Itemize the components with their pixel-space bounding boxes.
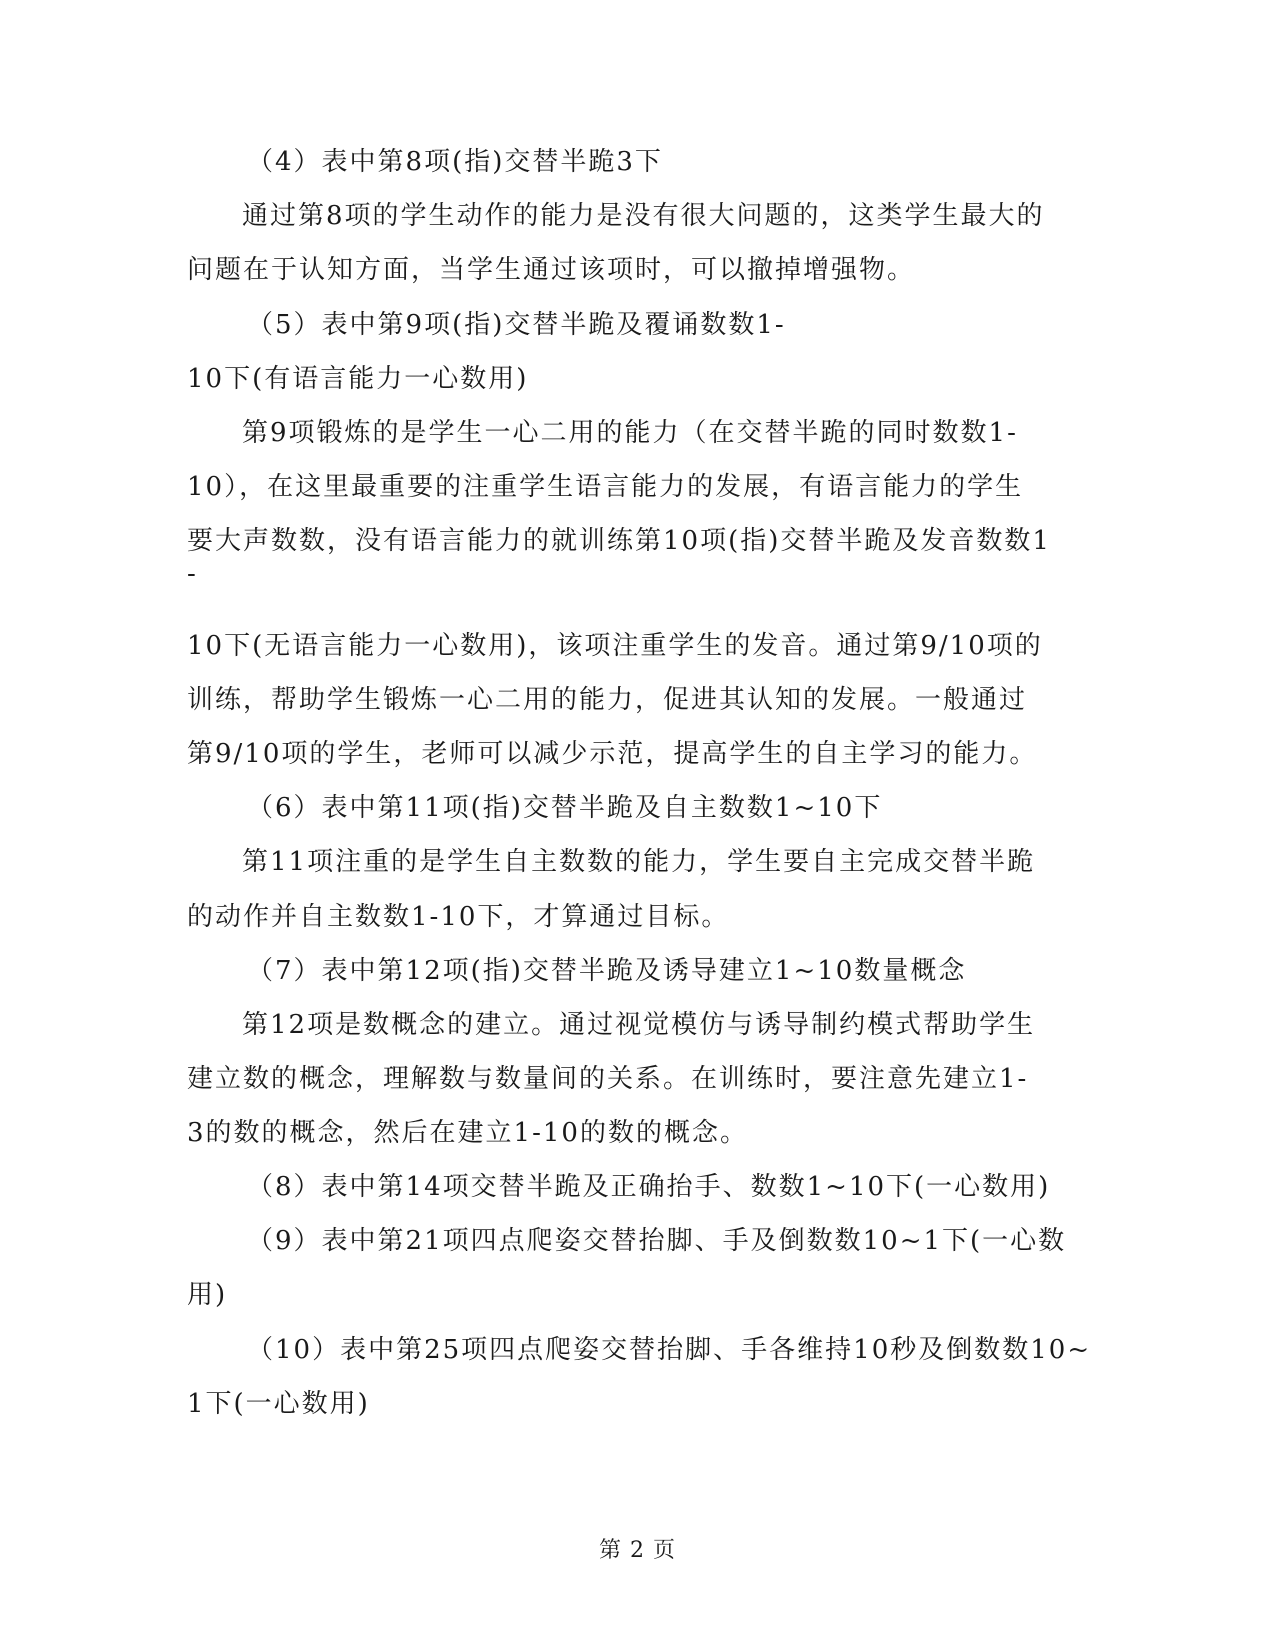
paragraph-line: 10下(无语言能力一心数用)，该项注重学生的发音。通过第9/10项的	[187, 631, 1043, 661]
paragraph-line: 第9/10项的学生，老师可以减少示范，提高学生的自主学习的能力。	[187, 739, 1038, 769]
paragraph-line: 第12项是数概念的建立。通过视觉模仿与诱导制约模式帮助学生	[242, 1010, 1036, 1040]
paragraph-line: 要大声数数，没有语言能力的就训练第10项(指)交替半跪及发音数数1	[187, 526, 1051, 556]
heading-item-7: （7）表中第12项(指)交替半跪及诱导建立1~10数量概念	[247, 956, 967, 986]
paragraph-line: 第9项锻炼的是学生一心二用的能力（在交替半跪的同时数数1-	[242, 418, 1018, 448]
paragraph-line: 建立数的概念，理解数与数量间的关系。在训练时，要注意先建立1-	[187, 1064, 1029, 1094]
page-number: 第 2 页	[599, 1538, 676, 1563]
heading-item-8: （8）表中第14项交替半跪及正确抬手、数数1~10下(一心数用)	[247, 1172, 1051, 1202]
paragraph-line: 问题在于认知方面，当学生通过该项时，可以撤掉增强物。	[187, 255, 916, 285]
paragraph-line: 第11项注重的是学生自主数数的能力，学生要自主完成交替半跪	[242, 847, 1036, 877]
paragraph-line: 训练，帮助学生锻炼一心二用的能力，促进其认知的发展。一般通过	[187, 685, 1028, 715]
heading-item-4: （4）表中第8项(指)交替半跪3下	[247, 147, 663, 177]
heading-item-5-continued: 10下(有语言能力一心数用)	[187, 364, 529, 394]
heading-item-5: （5）表中第9项(指)交替半跪及覆诵数数1-	[247, 310, 786, 340]
paragraph-line: 通过第8项的学生动作的能力是没有很大问题的，这类学生最大的	[242, 201, 1045, 231]
heading-item-9-continued: 用)	[187, 1280, 228, 1310]
heading-item-10-continued: 1下(一心数用)	[187, 1389, 370, 1419]
heading-item-10: （10）表中第25项四点爬姿交替抬脚、手各维持10秒及倒数数10~	[247, 1335, 1092, 1365]
heading-item-6: （6）表中第11项(指)交替半跪及自主数数1~10下	[247, 793, 883, 823]
paragraph-line: -	[187, 559, 198, 589]
paragraph-line: 的动作并自主数数1-10下，才算通过目标。	[187, 902, 730, 932]
heading-item-9: （9）表中第21项四点爬姿交替抬脚、手及倒数数10~1下(一心数	[247, 1226, 1067, 1256]
paragraph-line: 3的数的概念，然后在建立1-10的数的概念。	[187, 1118, 748, 1148]
paragraph-line: 10），在这里最重要的注重学生语言能力的发展，有语言能力的学生	[187, 472, 1024, 502]
